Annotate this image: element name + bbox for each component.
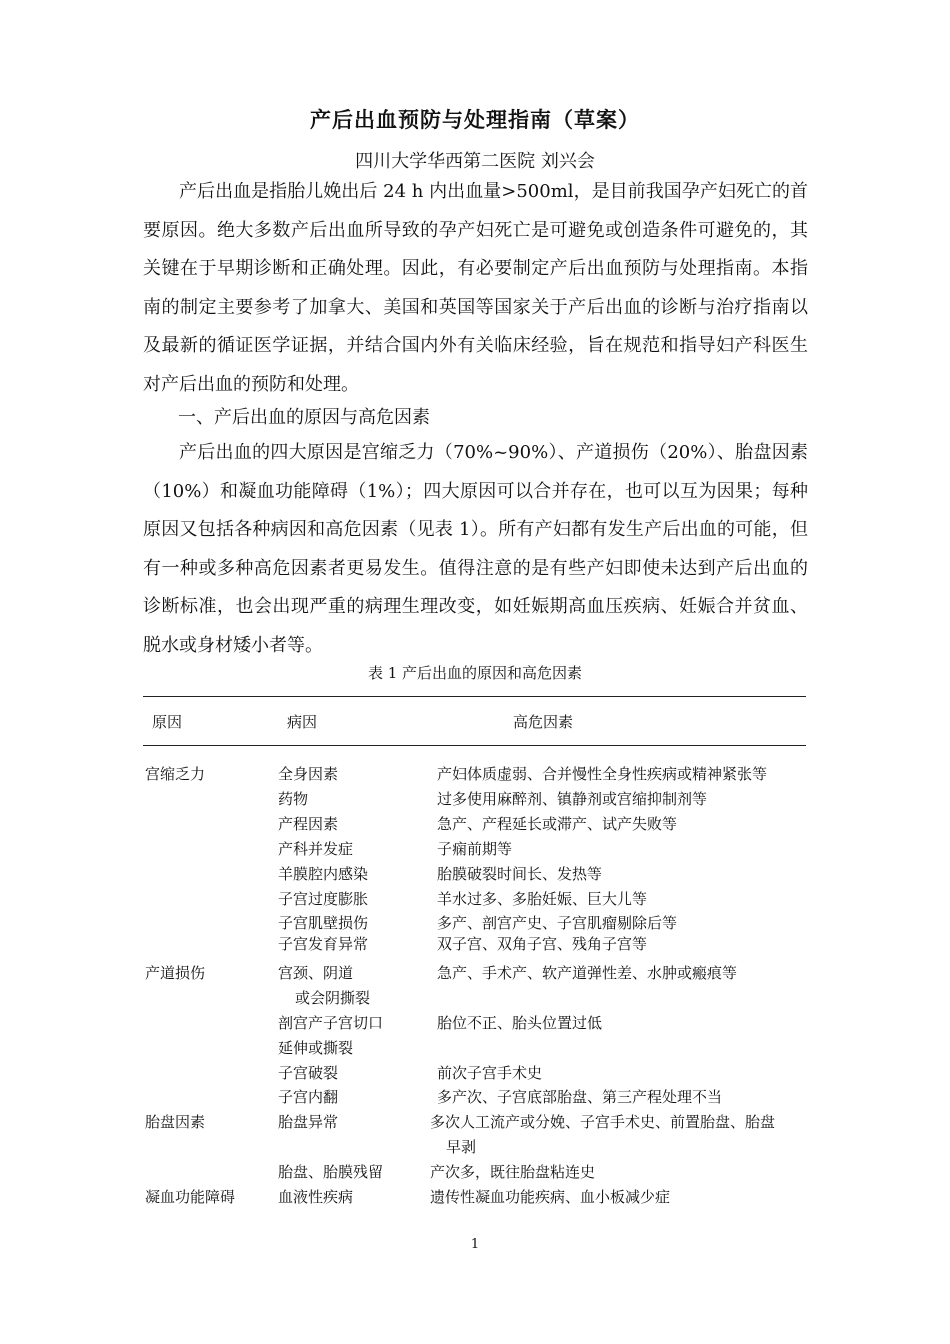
intro-paragraph: 产后出血是指胎儿娩出后 24 h 内出血量>500ml，是目前我国孕产妇死亡的首要原因。绝大多数产后出血所导致的孕产妇死亡是可避免或创造条件可避免的，其关键在于早期诊断和正确处理。因此，有必要制定产后出血预防与处理指南。本指南的制定主要参考了加拿大、美国和英国等国家关于产后出血的诊断与治疗指南以及最新的循证医学证据，并结合国内外有关临床经验，旨在规范和指导妇产科医生对产后出血的预防和处理。 [143,181,808,395]
table-cell-cause: 胎盘因素 [145,1113,206,1131]
table-header-risk: 高危因素 [513,713,574,731]
table-cell-etiology: 子宫破裂 [278,1064,339,1082]
table-cell-etiology: 胎盘异常 [278,1113,339,1131]
table-cell-etiology: 药物 [278,790,309,808]
table-cell-cause: 凝血功能障碍 [145,1188,236,1206]
table-cell-risk: 胎位不正、胎头位置过低 [437,1014,603,1032]
table-cell-risk: 羊水过多、多胎妊娠、巨大儿等 [437,890,648,908]
table-cell-etiology: 子宫肌壁损伤 [278,914,369,932]
causes-paragraph: 产后出血的四大原因是宫缩乏力（70%~90%）、产道损伤（20%）、胎盘因素（10%）和凝血功能障碍（1%）；四大原因可以合并存在，也可以互为因果；每种原因又包括各种病因和高危因素（见表 1）。所有产妇都有发生产后出血的可能，但有一种或多种高危因素者更易发生。值得注意的是有些产妇即使未达到产后出血的诊断标准，也会出现严重的病理生理改变，如妊娠期高血压疾病、妊娠合并贫血、脱水或身材矮小者等。 [143,442,808,656]
table-cell-etiology: 宫颈、阴道 [278,964,354,982]
table-caption: 表 1 产后出血的原因和高危因素 [367,664,583,682]
table-cell-etiology: 全身因素 [278,765,339,783]
document-title: 产后出血预防与处理指南（草案） [310,107,640,132]
table-cell-etiology: 胎盘、胎膜残留 [278,1163,384,1181]
table-cell-risk: 急产、手术产、软产道弹性差、水肿或瘢痕等 [437,964,738,982]
table-cell-risk: 早剥 [446,1138,477,1156]
page-number: 1 [470,1237,480,1252]
table-cell-etiology: 产程因素 [278,815,339,833]
table-cell-etiology: 剖宫产子宫切口 [278,1014,384,1032]
table-top-rule [143,696,806,697]
table-cell-risk: 急产、产程延长或滞产、试产失败等 [437,815,678,833]
table-cell-risk: 产妇体质虚弱、合并慢性全身性疾病或精神紧张等 [437,765,768,783]
table-cell-etiology: 血液性疾病 [278,1188,354,1206]
table-cell-etiology: 延伸或撕裂 [278,1039,354,1057]
section-heading: 一、产后出血的原因与高危因素 [178,407,430,428]
table-cell-etiology: 或会阴撕裂 [295,989,371,1007]
table-cell-risk: 遗传性凝血功能疾病、血小板减少症 [430,1188,671,1206]
table-cell-cause: 宫缩乏力 [145,765,206,783]
table-cell-etiology: 子宫发育异常 [278,935,369,953]
author-line: 四川大学华西第二医院 刘兴会 [355,151,595,172]
table-cell-risk: 多次人工流产或分娩、子宫手术史、前置胎盘、胎盘 [430,1113,776,1131]
table-cell-etiology: 子宫过度膨胀 [278,890,369,908]
table-cell-risk: 胎膜破裂时间长、发热等 [437,865,603,883]
table-cell-risk: 过多使用麻醉剂、镇静剂或宫缩抑制剂等 [437,790,708,808]
table-cell-risk: 前次子宫手术史 [437,1064,543,1082]
table-cell-etiology: 子宫内翻 [278,1088,339,1106]
table-cell-risk: 子痫前期等 [437,840,513,858]
table-cell-etiology: 羊膜腔内感染 [278,865,369,883]
table-header-cause: 原因 [152,713,183,731]
table-cell-risk: 多产、剖宫产史、子宫肌瘤剔除后等 [437,914,678,932]
table-cell-cause: 产道损伤 [145,964,206,982]
table-cell-risk: 产次多，既往胎盘粘连史 [430,1163,596,1181]
table-header-etiology: 病因 [287,713,318,731]
table-cell-etiology: 产科并发症 [278,840,354,858]
table-header-rule [143,745,806,746]
table-cell-risk: 双子宫、双角子宫、残角子宫等 [437,935,648,953]
table-cell-risk: 多产次、子宫底部胎盘、第三产程处理不当 [437,1088,723,1106]
